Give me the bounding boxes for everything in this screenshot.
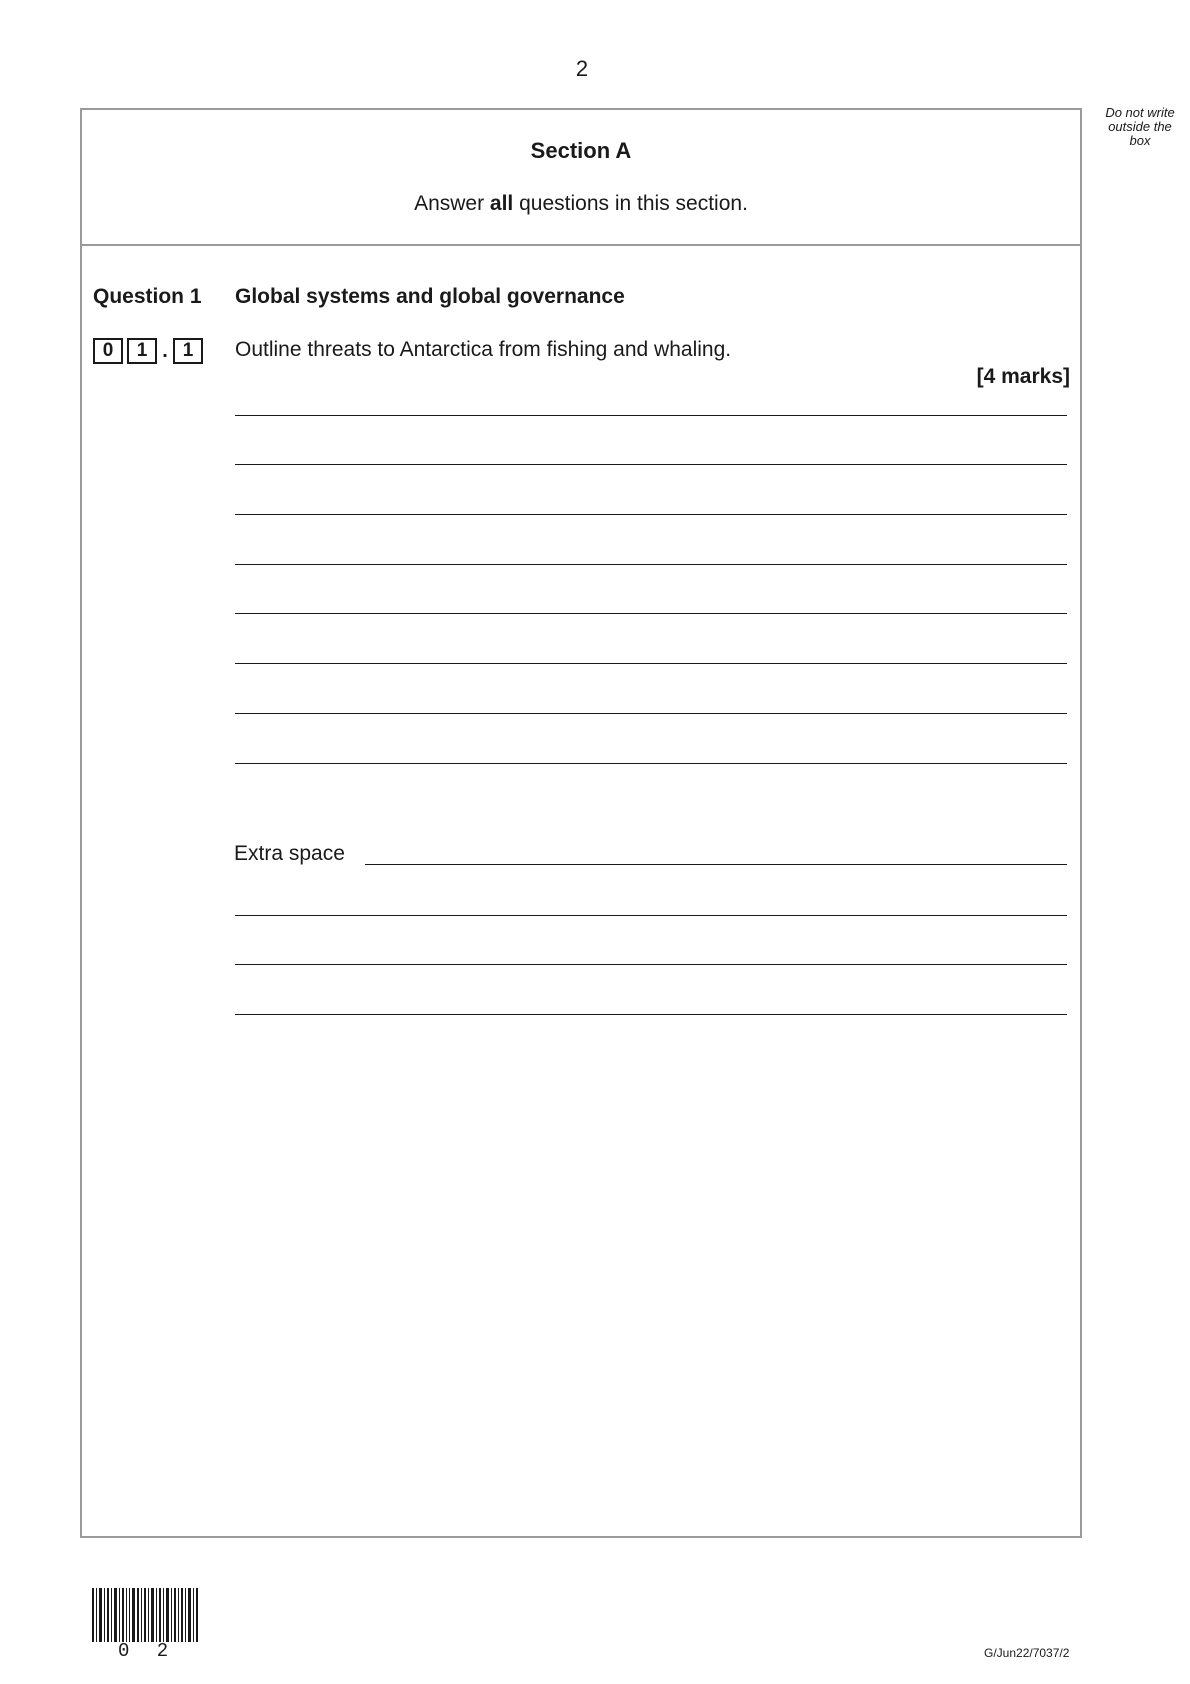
answer-line[interactable]: [235, 1014, 1067, 1015]
section-instruction: [82, 192, 1080, 216]
answer-line[interactable]: [235, 613, 1067, 614]
question-number-digit: 1: [127, 338, 157, 364]
answer-line[interactable]: [235, 663, 1067, 664]
marks-label: [4 marks]: [976, 365, 1070, 388]
answer-line[interactable]: [235, 564, 1067, 565]
answer-line[interactable]: [235, 415, 1067, 416]
question-number-digit: 0: [93, 338, 123, 364]
answer-line[interactable]: [235, 763, 1067, 764]
question-topic: Global systems and global governance: [235, 285, 625, 308]
section-title: Section A: [530, 138, 632, 163]
answer-line[interactable]: [235, 464, 1067, 465]
margin-note-line: Do not write: [1105, 105, 1175, 120]
question-text: Outline threats to Antarctica from fishing and whaling.: [235, 338, 732, 361]
answer-line[interactable]: [235, 514, 1067, 515]
question-label: Question 1: [93, 285, 202, 308]
instruction-text: Answer: [414, 192, 490, 215]
answer-line[interactable]: [235, 964, 1067, 965]
margin-note: [1098, 106, 1182, 148]
answer-box-frame: [80, 108, 1082, 1538]
extra-space-label: Extra space: [234, 842, 345, 865]
section-header: [82, 110, 1080, 246]
margin-note-line: box: [1129, 133, 1151, 148]
question-part-digit: 1: [173, 338, 203, 364]
page-number: 2: [575, 56, 589, 81]
instruction-emphasis: all: [489, 192, 514, 215]
question-number-dot: .: [162, 339, 168, 362]
answer-line[interactable]: [235, 915, 1067, 916]
answer-line[interactable]: [235, 713, 1067, 714]
barcode-number: 0 2: [118, 1640, 177, 1662]
instruction-text: questions in this section.: [513, 192, 748, 215]
question-number: [93, 337, 203, 365]
margin-note-line: outside the: [1108, 119, 1172, 134]
paper-code: G/Jun22/7037/2: [984, 1646, 1070, 1660]
barcode: [92, 1588, 200, 1642]
extra-space-line[interactable]: [365, 864, 1067, 865]
